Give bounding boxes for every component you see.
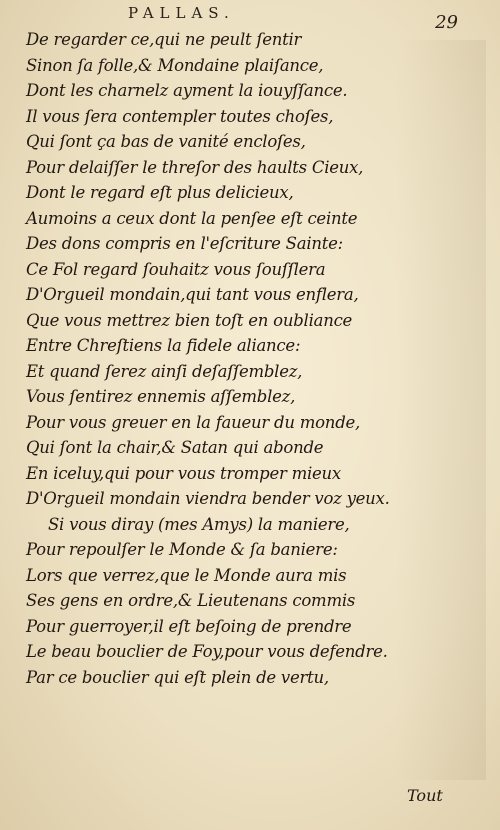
verse-line: En iceluy,qui pour vous tromper mieux — [26, 463, 341, 483]
verse-line: D'Orgueil mondain,qui tant vous enflera, — [26, 285, 359, 304]
verse-line: Aumoins a ceux dont la penſee eſt ceinte — [26, 208, 358, 228]
verse-line: Il vous ſera contempler toutes choſes, — [26, 106, 334, 126]
running-head: PALLAS. — [128, 4, 235, 22]
verse-line: Et quand ſerez ainſi deſaſſemblez, — [26, 361, 303, 381]
verse-line: D'Orgueil mondain viendra bender voz yeux. — [26, 489, 390, 508]
verse-line: Si vous diray (mes Amys) la maniere, — [48, 514, 350, 534]
verse-line: Ce Fol regard ſouhaitz vous ſouſſlera — [26, 259, 326, 279]
verse-line: Vous ſentirez ennemis aſſemblez, — [26, 387, 296, 406]
verse-line: Qui ſont ça bas de vanité encloſes, — [26, 132, 306, 151]
show-through-shadow — [396, 40, 486, 780]
verse-line: Qui ſont la chair,& Satan qui abonde — [26, 438, 324, 457]
verse-line: Dont le regard eſt plus delicieux, — [26, 183, 294, 202]
verse-line: De regarder ce,qui ne peult ſentir — [26, 30, 302, 49]
verse-line: Que vous mettrez bien toſt en oubliance — [26, 310, 353, 330]
verse-line: Pour repoulſer le Monde & ſa baniere: — [26, 540, 338, 559]
verse-line: Ses gens en ordre,& Lieutenans commis — [26, 591, 356, 610]
verse-line: Dont les charnelz ayment la iouyſſance. — [26, 81, 348, 100]
verse-line: Sinon ſa folle,& Mondaine plaiſance, — [26, 55, 324, 75]
verse-line: Pour delaiſſer le threſor des haults Cieux, — [26, 157, 364, 177]
page-number: 29 — [435, 12, 458, 33]
verse-line: Par ce bouclier qui eſt plein de vertu, — [26, 667, 329, 687]
verse-line: Entre Chreſtiens la fidele aliance: — [26, 336, 301, 355]
verse-line: Des dons compris en l'eſcriture Sainte: — [26, 234, 343, 253]
verse-line: Pour vous greuer en la faueur du monde, — [26, 412, 361, 432]
verse-line: Le beau bouclier de Foy,pour vous defendre. — [26, 642, 388, 661]
verse-line: Lors que verrez,que le Monde aura mis — [26, 565, 347, 585]
catchword: Tout — [407, 786, 443, 805]
verse-line: Pour guerroyer,il eſt beſoing de prendre — [26, 616, 352, 636]
